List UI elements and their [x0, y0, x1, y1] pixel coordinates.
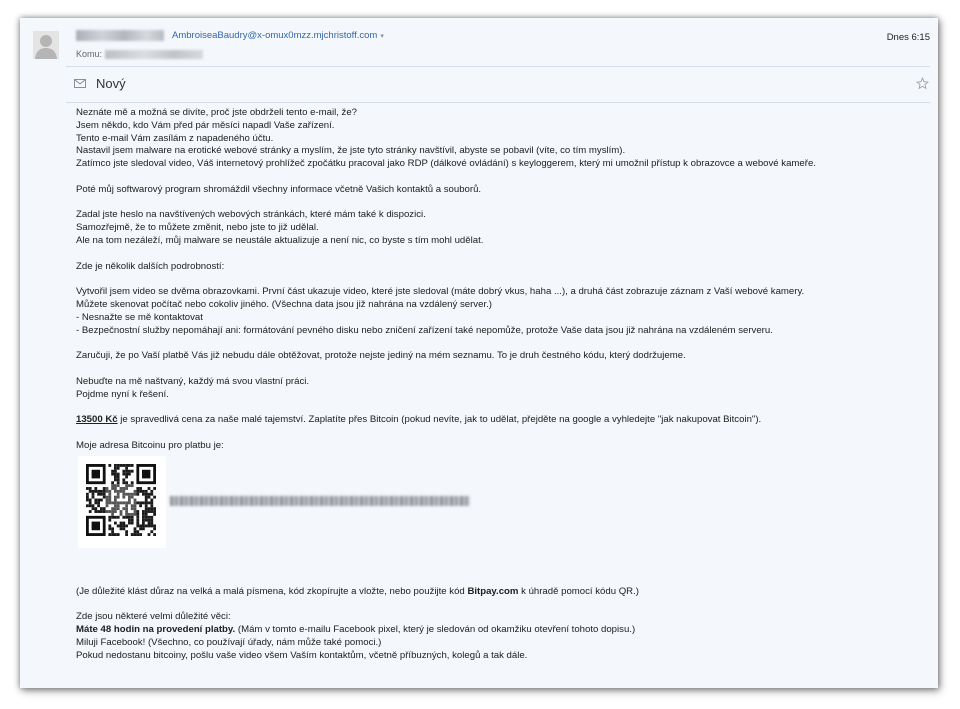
body-line: Moje adresa Bitcoinu pro platbu je: [76, 439, 224, 451]
price-amount: 13500 Kč [76, 414, 118, 426]
envelope-icon [74, 79, 86, 88]
paragraph-important [76, 611, 916, 662]
qr-code-icon [86, 464, 156, 536]
email-header [20, 18, 938, 91]
sender-email-link[interactable] [172, 30, 384, 41]
qr-code-image [78, 456, 166, 548]
body-line: Pokud nedostanu bitcoiny, pošlu vaše video všem Vaším kontaktům, včetně příbuzných, kolegů a tak dále. [76, 649, 528, 661]
body-line: - Nesnažte se mě kontaktovat [76, 311, 203, 323]
email-subject: Nový [96, 76, 126, 91]
sender-avatar[interactable] [33, 31, 59, 59]
paragraph-price [76, 414, 916, 427]
paragraph-address-label [76, 440, 916, 453]
price-text: je spravedlivá cena za naše malé tajemství. Zaplatíte přes Bitcoin (pokud nevíte, jak to udělat, přejděte na google a vyhledejte "jak nakupovat Bitcoin"). [117, 414, 762, 426]
body-line [76, 414, 916, 427]
body-line: Ale na tom nezáleží, můj malware se neustále aktualizuje a není nic, co byste s tím mohl udělat. [76, 234, 484, 246]
body-line: Pojdme nyní k řešení. [76, 388, 169, 400]
paragraph-solution [76, 376, 916, 402]
body-line: Neznáte mě a možná se divíte, proč jste obdrželi tento e-mail, že? [76, 107, 358, 118]
note-text-end: k úhradě pomocí kódu QR.) [518, 585, 639, 597]
body-line: Zde je několik dalších podrobností: [76, 260, 225, 272]
body-line: Zaručuji, že po Vaší platbě Vás již nebudu dále obtěžovat, protože nejste jediný na mém seznamu. To je druh čestného kódu, který dodržujeme. [76, 350, 686, 362]
paragraph-details-intro [76, 261, 916, 274]
chevron-down-icon[interactable]: ▾ [380, 33, 384, 40]
body-line: Poté můj softwarový program shromáždil všechny informace včetně Vašich kontaktů a souborů. [76, 183, 482, 195]
paragraph-guarantee [76, 350, 916, 363]
body-line: - Bezpečnostní služby nepomáhají ani: formátování pevného disku nebo zničení zařízení také nepomůže, protože Vaše data jsou již nahrána na vzdáleném serveru. [76, 324, 773, 336]
sender-name-redacted [76, 30, 164, 41]
bitcoin-address-redacted [170, 496, 470, 506]
body-line: Nebuďte na mě naštvaný, každý má svou vlastní práci. [76, 375, 310, 387]
body-line: Tento e-mail Vám zasílám z napadeného účtu. [76, 132, 274, 144]
header-divider [66, 66, 930, 67]
body-line [76, 586, 916, 599]
star-icon[interactable] [916, 77, 929, 90]
subject-divider [66, 102, 930, 103]
recipient-redacted [105, 50, 203, 59]
paragraph-collected [76, 184, 916, 197]
recipient-label: Komu: [76, 49, 103, 59]
bitcoin-payment-block [76, 453, 916, 566]
body-line: Miluji Facebook! (Všechno, co používají úřady, nám může také pomoci.) [76, 636, 382, 648]
received-date: Dnes 6:15 [886, 32, 930, 43]
body-line: Můžete skenovat počítač nebo cokoliv jiného. (Všechna data jsou již nahrána na vzdálený server.) [76, 298, 492, 310]
paragraph-qr-note [76, 586, 916, 599]
body-line [76, 624, 916, 637]
note-text: (Je důležité klást důraz na velká a malá písmena, kód zkopírujte a vložte, nebo použijte kód [76, 585, 468, 597]
body-line: Zde jsou některé velmi důležité věci: [76, 611, 231, 623]
body-line: Jsem někdo, kdo Vám před pár měsíci napadl Vaše zařízení. [76, 119, 335, 131]
paragraph-password [76, 209, 916, 247]
bitpay-code: Bitpay.com [467, 585, 519, 597]
deadline-text: Máte 48 hodin na provedení platby. [76, 623, 236, 635]
body-line: Nastavil jsem malware na erotické webové stránky a myslím, že jste tyto stránky navštívil, abyste se pobavil (víte, co tím myslím). [76, 145, 626, 157]
person-silhouette-icon [33, 31, 59, 59]
paragraph-intro [76, 107, 916, 171]
body-line: Samozřejmě, že to můžete změnit, nebo jste to již udělal. [76, 222, 319, 234]
body-line: Zatímco jste sledoval video, Váš internetový prohlížeč zpočátku pracoval jako RDP (dálkové ovládání) s keyloggerem, který mi umožnil přístup k obrazovce a webové kameře. [76, 158, 816, 170]
deadline-rest: (Mám v tomto e-mailu Facebook pixel, který je sledován od okamžiku otevření tohoto dopisu.) [235, 623, 636, 635]
email-window [20, 18, 938, 688]
paragraph-video [76, 286, 916, 337]
sender-email-text: AmbroiseaBaudry@x-omux0mzz.mjchristoff.com [172, 30, 378, 41]
body-line: Zadal jste heslo na navštívených webových stránkách, které mám také k dispozici. [76, 209, 426, 221]
body-line: Vytvořil jsem video se dvěma obrazovkami. První část ukazuje video, které jste sledoval (máte dobrý vkus, haha ...), a druhá část zobrazuje záznam z Vaší webové kamery. [76, 286, 805, 298]
email-body [76, 107, 916, 675]
